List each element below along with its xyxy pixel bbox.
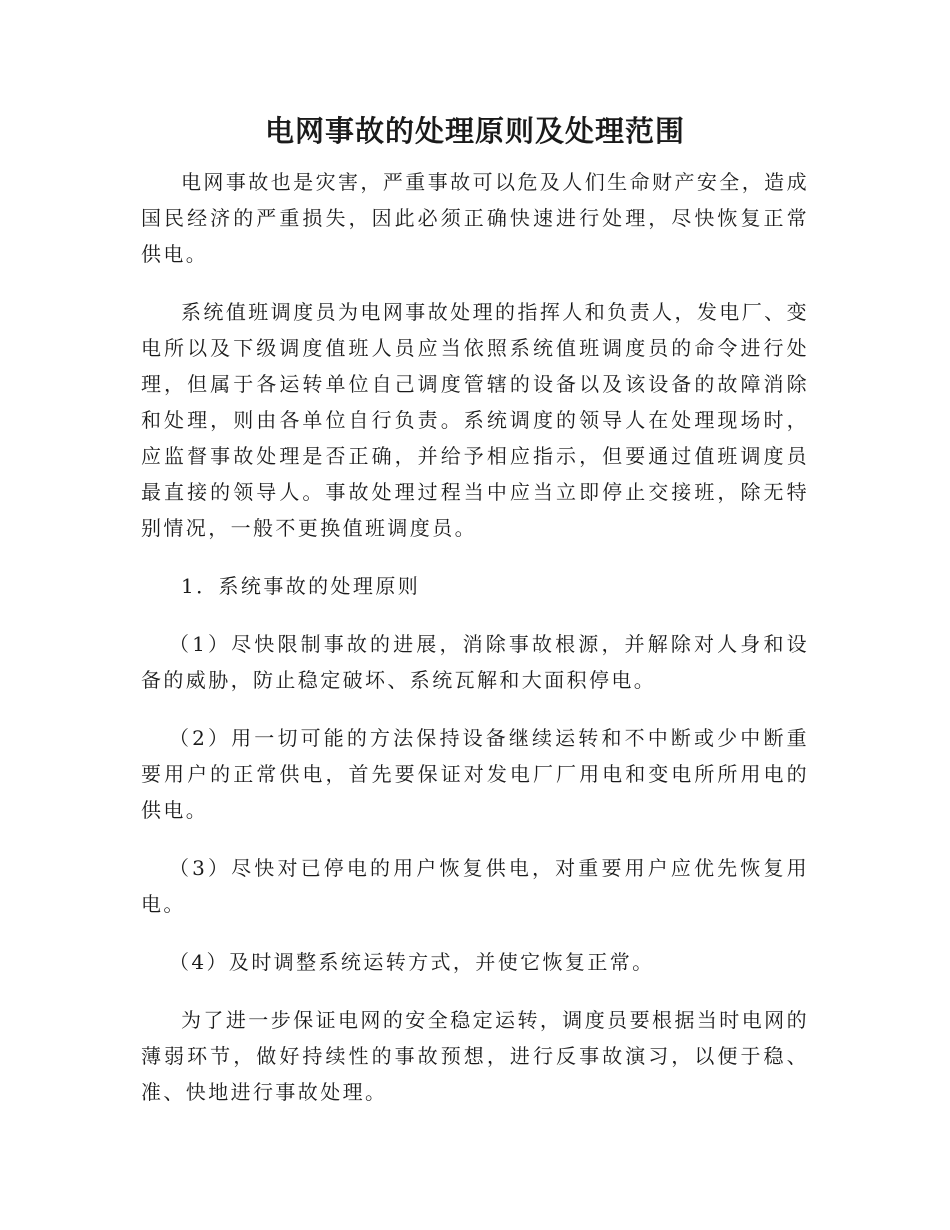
principle-item-3: （3）尽快对已停电的用户恢复供电，对重要用户应优先恢复用电。 — [141, 856, 809, 916]
paragraph-dispatcher-role: 系统值班调度员为电网事故处理的指挥人和负责人，发电厂、变电所以及下级调度值班人员应当依照系统值班调度员的命令进行处理，但属于各运转单位自己调度管辖的设备以及该设备的故障消除和处理，则由各单位自行负责。系统调度的领导人在处理现场时，应监督事故处理是否正确，并给予相应指示，但要通过值班调度员最直接的领导人。事故处理过程当中应当立即停止交接班，除无特别情况，一般不更换值班调度员。 — [141, 300, 809, 540]
principle-item-1: （1）尽快限制事故的进展，消除事故根源，并解除对人身和设备的威胁，防止稳定破坏、系统瓦解和大面积停电。 — [141, 632, 809, 692]
section-heading-principles: 1．系统事故的处理原则 — [181, 574, 421, 598]
page-title: 电网事故的处理原则及处理范围 — [264, 114, 685, 148]
paragraph-conclusion: 为了进一步保证电网的安全稳定运转，调度员要根据当时电网的薄弱环节，做好持续性的事故预想，进行反事故演习，以便于稳、准、快地进行事故处理。 — [141, 1008, 809, 1104]
principle-item-2: （2）用一切可能的方法保持设备继续运转和不中断或少中断重要用户的正常供电，首先要保证对发电厂厂用电和变电所所用电的供电。 — [141, 726, 809, 822]
principle-item-4: （4）及时调整系统运转方式，并使它恢复正常。 — [169, 950, 655, 974]
paragraph-intro: 电网事故也是灾害，严重事故可以危及人们生命财产安全，造成国民经济的严重损失，因此必须正确快速进行处理，尽快恢复正常供电。 — [141, 170, 809, 266]
document-body — [141, 164, 809, 1132]
